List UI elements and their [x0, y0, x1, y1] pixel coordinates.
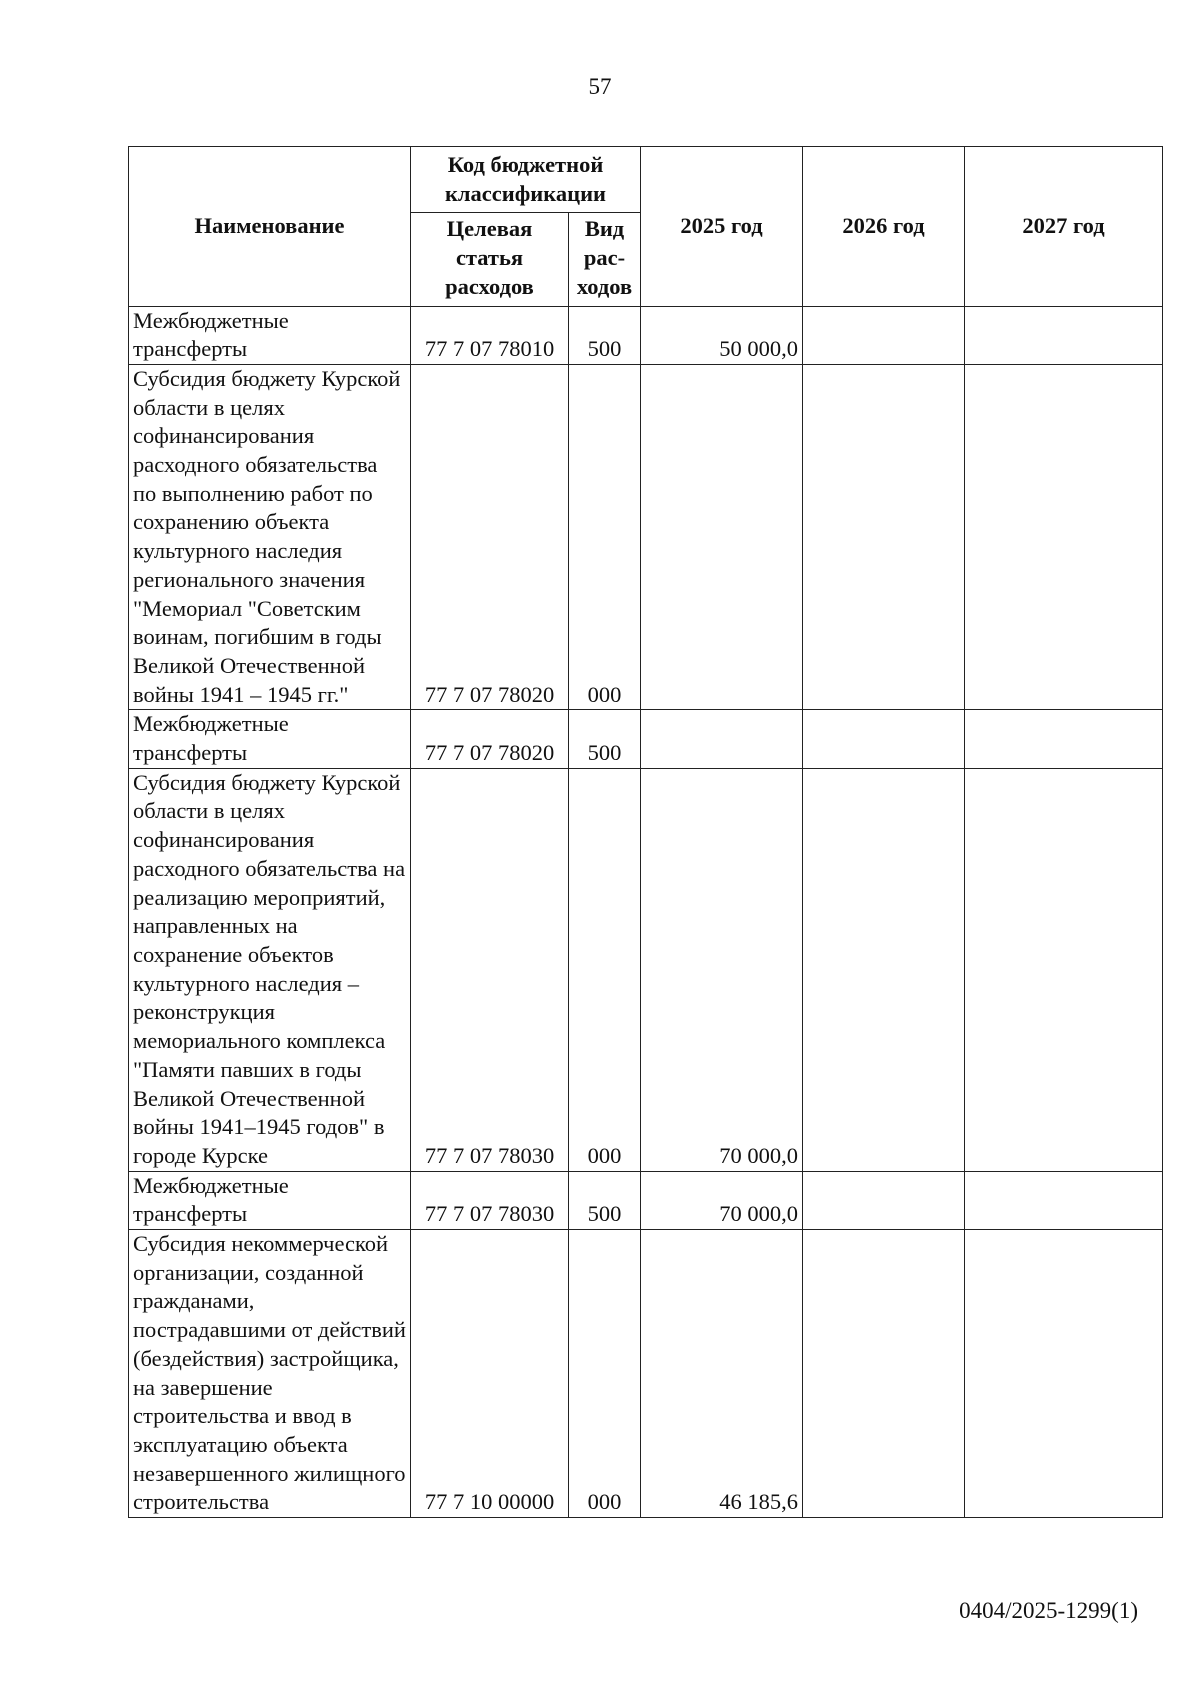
row-2025: 70 000,0 [641, 1171, 803, 1229]
row-2027 [965, 1230, 1163, 1518]
header-target-article: Целевая статья расходов [411, 213, 569, 306]
budget-table [128, 146, 1163, 1518]
row-type: 500 [569, 710, 641, 768]
row-code: 77 7 07 78020 [411, 364, 569, 709]
row-name: Межбюджетные трансферты [129, 306, 411, 364]
header-2025: 2025 год [641, 147, 803, 307]
row-2025 [641, 364, 803, 709]
row-name: Межбюджетные трансферты [129, 710, 411, 768]
row-2025: 50 000,0 [641, 306, 803, 364]
table-row [129, 768, 1163, 1171]
row-2027 [965, 306, 1163, 364]
header-2026: 2026 год [803, 147, 965, 307]
row-2025: 46 185,6 [641, 1230, 803, 1518]
header-name: Наименование [129, 147, 411, 307]
row-2026 [803, 1230, 965, 1518]
row-type: 000 [569, 364, 641, 709]
row-2026 [803, 710, 965, 768]
header-code-group: Код бюджетной классификации [411, 147, 641, 213]
header-row-1 [129, 147, 1163, 213]
row-type: 500 [569, 1171, 641, 1229]
row-type: 000 [569, 768, 641, 1171]
page-number: 57 [588, 74, 612, 99]
row-name: Субсидия бюджету Курской области в целях софинансирования расходного обязательства по выполнению работ по сохранению объекта культурного наследия регионального значения "Мемориал "Советским воинам, погибшим в годы Великой Отечественной войны 1941 – 1945 гг." [129, 364, 411, 709]
row-2027 [965, 768, 1163, 1171]
header-2027: 2027 год [965, 147, 1163, 307]
row-2026 [803, 1171, 965, 1229]
row-2026 [803, 306, 965, 364]
document-id: 0404/2025-1299(1) [959, 1598, 1138, 1623]
row-code: 77 7 07 78030 [411, 1171, 569, 1229]
row-2025 [641, 710, 803, 768]
row-code: 77 7 10 00000 [411, 1230, 569, 1518]
row-type: 500 [569, 306, 641, 364]
table-row [129, 364, 1163, 709]
row-code: 77 7 07 78010 [411, 306, 569, 364]
row-2027 [965, 1171, 1163, 1229]
row-name: Субсидия бюджету Курской области в целях софинансирования расходного обязательства на реализацию мероприятий, направленных на сохранение объектов культурного наследия – реконструкция мемориального комплекса "Памяти павших в годы Великой Отечественной войны 1941–1945 годов" в городе Курске [129, 768, 411, 1171]
header-expense-type: Вид рас-ходов [569, 213, 641, 306]
row-name: Субсидия некоммерческой организации, созданной гражданами, пострадавшими от действий (бездействия) застройщика, на завершение строительства и ввод в эксплуатацию объекта незавершенного жилищного строительства [129, 1230, 411, 1518]
table-row [129, 1171, 1163, 1229]
row-2027 [965, 710, 1163, 768]
table-row [129, 710, 1163, 768]
row-2026 [803, 768, 965, 1171]
row-code: 77 7 07 78030 [411, 768, 569, 1171]
row-name: Межбюджетные трансферты [129, 1171, 411, 1229]
table-row [129, 1230, 1163, 1518]
row-type: 000 [569, 1230, 641, 1518]
row-2025: 70 000,0 [641, 768, 803, 1171]
table-row [129, 306, 1163, 364]
row-code: 77 7 07 78020 [411, 710, 569, 768]
row-2026 [803, 364, 965, 709]
row-2027 [965, 364, 1163, 709]
